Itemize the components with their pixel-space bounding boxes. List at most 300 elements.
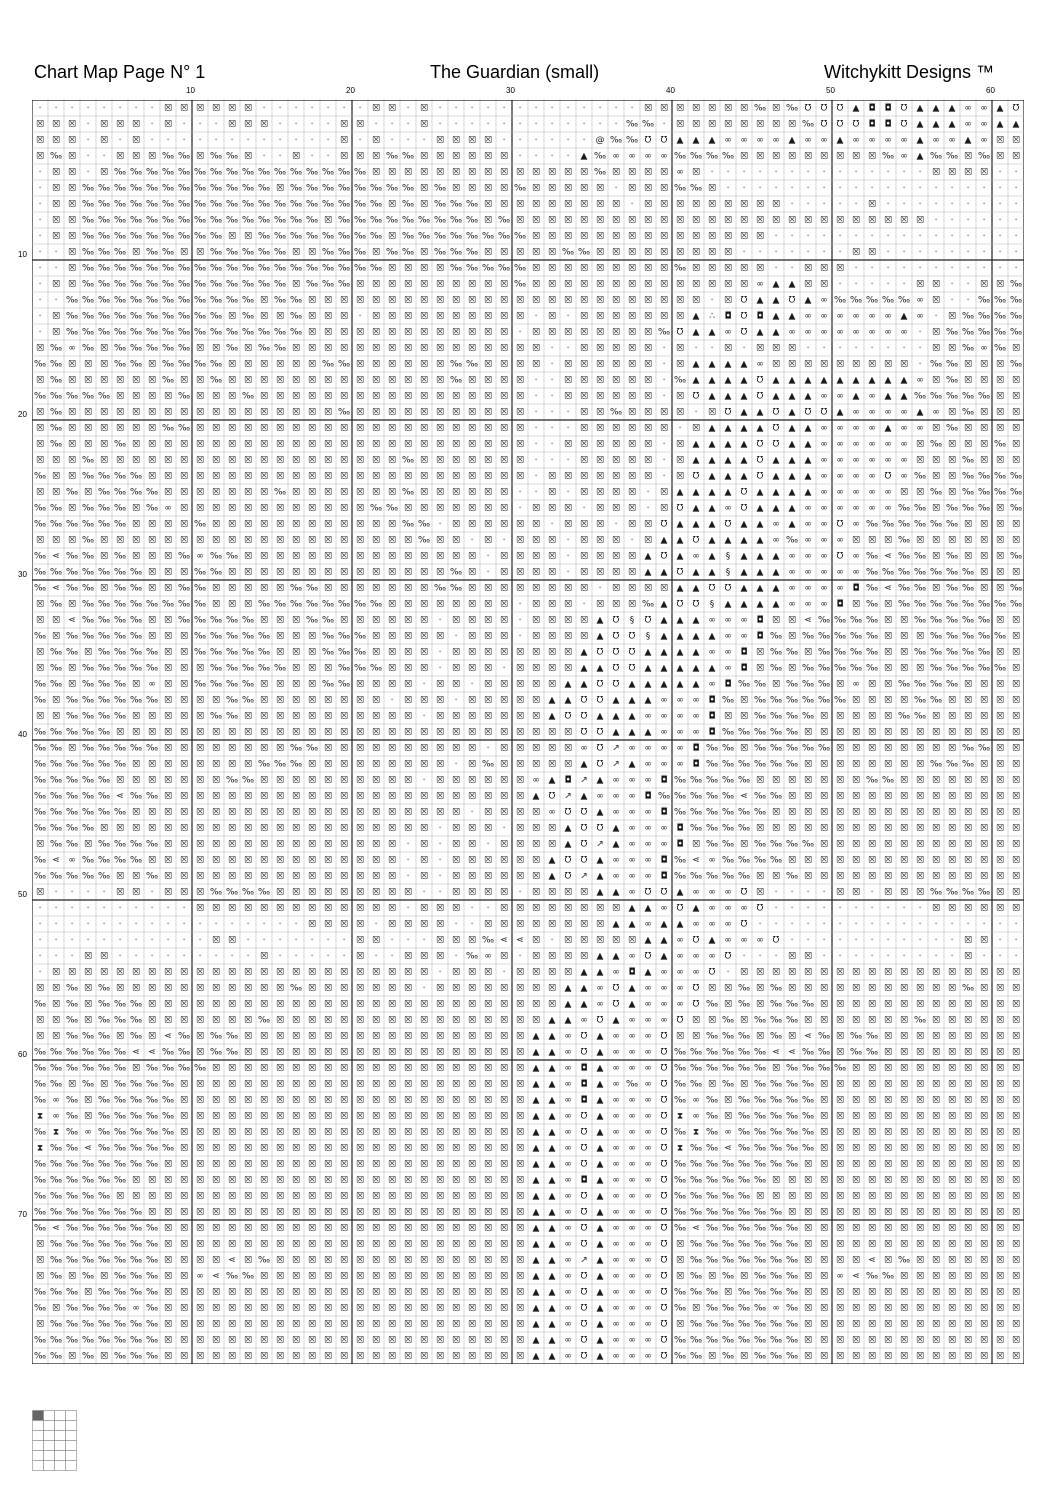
stitch-symbol: ☒	[339, 727, 349, 738]
stitch-symbol: ▲	[596, 1287, 604, 1298]
stitch-symbol: ☒	[467, 759, 477, 770]
stitch-symbol: ‰	[97, 1319, 111, 1330]
stitch-symbol: ‰	[737, 1111, 751, 1122]
stitch-symbol: ☒	[259, 743, 269, 754]
stitch-symbol: ‰	[769, 1015, 783, 1026]
stitch-symbol: ☒	[67, 135, 77, 146]
stitch-symbol: ☒	[403, 1047, 413, 1058]
stitch-symbol: ☒	[371, 727, 381, 738]
stitch-symbol: ·	[998, 167, 1002, 178]
stitch-symbol: ▲	[708, 391, 716, 402]
stitch-symbol: ☒	[531, 871, 541, 882]
stitch-symbol: ·	[630, 199, 634, 210]
stitch-symbol: ▲	[676, 519, 684, 530]
stitch-symbol: ▲	[548, 1047, 556, 1058]
stitch-symbol: ▲	[580, 999, 588, 1010]
stitch-symbol: ☒	[899, 1111, 909, 1122]
stitch-symbol: ▲	[580, 967, 588, 978]
stitch-symbol: ☒	[387, 887, 397, 898]
stitch-symbol: ℧	[564, 807, 572, 818]
stitch-symbol: ☒	[931, 1287, 941, 1298]
stitch-symbol: ☒	[835, 711, 845, 722]
stitch-symbol: ·	[38, 967, 42, 978]
stitch-symbol: ☒	[467, 327, 477, 338]
stitch-symbol: ☒	[691, 279, 701, 290]
stitch-symbol: ☒	[1011, 1287, 1021, 1298]
stitch-symbol: ☒	[419, 487, 429, 498]
stitch-symbol: ·	[454, 919, 458, 930]
stitch-symbol: ·	[390, 119, 394, 130]
stitch-symbol: ☒	[179, 1335, 189, 1346]
stitch-symbol: ☒	[995, 1335, 1005, 1346]
stitch-symbol: ·	[262, 151, 266, 162]
stitch-symbol: ☒	[435, 631, 445, 642]
row-labels	[0, 100, 30, 1370]
stitch-symbol: ∞	[708, 919, 716, 930]
stitch-symbol: ☒	[435, 279, 445, 290]
stitch-symbol: ☒	[867, 1287, 877, 1298]
stitch-symbol: ☒	[979, 583, 989, 594]
stitch-symbol: ☒	[403, 1143, 413, 1154]
stitch-symbol: ‰	[49, 1351, 63, 1362]
stitch-symbol: ☒	[483, 983, 493, 994]
stitch-symbol: ☒	[323, 1111, 333, 1122]
stitch-symbol: ☒	[659, 231, 669, 242]
stitch-symbol: ☒	[323, 455, 333, 466]
stitch-symbol: ▲	[788, 471, 796, 482]
stitch-symbol: ‰	[177, 551, 191, 562]
stitch-symbol: ☒	[323, 1239, 333, 1250]
stitch-symbol: ☒	[323, 407, 333, 418]
stitch-symbol: ∞	[628, 1015, 636, 1026]
stitch-symbol: ☒	[1011, 727, 1021, 738]
stitch-symbol: ·	[870, 183, 874, 194]
stitch-symbol: ☒	[883, 1143, 893, 1154]
stitch-symbol: ☒	[483, 1031, 493, 1042]
stitch-symbol: ☒	[947, 855, 957, 866]
stitch-symbol: ‰	[49, 759, 63, 770]
stitch-symbol: ☒	[467, 391, 477, 402]
stitch-symbol: ☒	[163, 487, 173, 498]
stitch-symbol: ☒	[643, 231, 653, 242]
stitch-symbol: ☒	[531, 919, 541, 930]
stitch-symbol: ·	[934, 215, 938, 226]
stitch-symbol: ‰	[209, 711, 223, 722]
stitch-symbol: ☒	[979, 807, 989, 818]
stitch-symbol: ‰	[209, 263, 223, 274]
stitch-symbol: ∞	[564, 1079, 572, 1090]
stitch-symbol: ☒	[195, 967, 205, 978]
stitch-symbol: ☒	[531, 903, 541, 914]
stitch-symbol: ‰	[929, 663, 943, 674]
stitch-symbol: ☒	[499, 1095, 509, 1106]
stitch-symbol: ℧	[836, 551, 844, 562]
stitch-symbol: ☒	[931, 823, 941, 834]
stitch-symbol: ☒	[163, 775, 173, 786]
stitch-symbol: ☒	[851, 247, 861, 258]
stitch-symbol: ☒	[771, 199, 781, 210]
stitch-symbol: ∞	[836, 503, 844, 514]
stitch-symbol: ☒	[915, 823, 925, 834]
stitch-symbol: ☒	[99, 407, 109, 418]
stitch-symbol: ⋖	[164, 1031, 172, 1042]
stitch-symbol: ☒	[451, 1079, 461, 1090]
stitch-symbol: ☒	[211, 983, 221, 994]
stitch-symbol: ‰	[337, 247, 351, 258]
stitch-symbol: ·	[566, 535, 570, 546]
stitch-symbol: ☒	[99, 823, 109, 834]
stitch-symbol: ∞	[644, 919, 652, 930]
stitch-symbol: ☒	[291, 1191, 301, 1202]
stitch-symbol: ▲	[548, 1303, 556, 1314]
stitch-symbol: ∞	[628, 951, 636, 962]
stitch-symbol: ‰	[929, 391, 943, 402]
stitch-symbol: ∞	[740, 135, 748, 146]
stitch-symbol: ▲	[564, 999, 572, 1010]
stitch-symbol: ‰	[737, 775, 751, 786]
stitch-symbol: ☒	[275, 1191, 285, 1202]
stitch-symbol: ☒	[499, 439, 509, 450]
stitch-symbol: ‰	[129, 1111, 143, 1122]
stitch-symbol: ‰	[737, 983, 751, 994]
stitch-symbol: ‰	[705, 1175, 719, 1186]
stitch-symbol: ‰	[961, 567, 975, 578]
stitch-symbol: ☒	[83, 375, 93, 386]
stitch-symbol: ‰	[177, 151, 191, 162]
stitch-symbol: ☒	[851, 807, 861, 818]
stitch-symbol: ·	[534, 423, 538, 434]
stitch-symbol: ‰	[65, 1143, 79, 1154]
stitch-symbol: ☒	[435, 775, 445, 786]
stitch-symbol: ‰	[705, 775, 719, 786]
stitch-symbol: ‰	[241, 775, 255, 786]
stitch-symbol: ∞	[836, 439, 844, 450]
stitch-symbol: ∞	[612, 151, 620, 162]
stitch-symbol: ☒	[323, 1255, 333, 1266]
stitch-symbol: ☒	[195, 807, 205, 818]
stitch-symbol: ℧	[1012, 103, 1020, 114]
stitch-symbol: ☒	[99, 967, 109, 978]
stitch-symbol: ∞	[628, 1191, 636, 1202]
stitch-symbol: ☒	[451, 1159, 461, 1170]
stitch-symbol: ☒	[451, 983, 461, 994]
stitch-symbol: ☒	[51, 999, 61, 1010]
stitch-symbol: ☒	[851, 1191, 861, 1202]
stitch-symbol: ‰	[801, 695, 815, 706]
stitch-symbol: ☒	[947, 343, 957, 354]
stitch-symbol: ∞	[900, 407, 908, 418]
stitch-symbol: ☒	[99, 119, 109, 130]
stitch-symbol: ‰	[273, 327, 287, 338]
stitch-symbol: ‰	[241, 679, 255, 690]
stitch-symbol: ☒	[467, 791, 477, 802]
stitch-symbol: ‰	[769, 855, 783, 866]
stitch-symbol: ☒	[643, 343, 653, 354]
stitch-symbol: ·	[582, 503, 586, 514]
stitch-symbol: ☒	[819, 1319, 829, 1330]
stitch-symbol: ∞	[564, 1095, 572, 1106]
stitch-symbol: ☒	[307, 471, 317, 482]
stitch-symbol: ☒	[403, 1287, 413, 1298]
stitch-symbol: ‰	[273, 599, 287, 610]
stitch-symbol: ☒	[467, 775, 477, 786]
stitch-symbol: ☒	[899, 663, 909, 674]
stitch-symbol: ☒	[915, 487, 925, 498]
stitch-symbol: ☒	[355, 855, 365, 866]
stitch-symbol: ☒	[723, 343, 733, 354]
stitch-symbol: ☒	[467, 695, 477, 706]
stitch-symbol: ‰	[465, 247, 479, 258]
stitch-symbol: ▲	[724, 535, 732, 546]
stitch-symbol: ‰	[145, 1303, 159, 1314]
stitch-symbol: ∞	[836, 567, 844, 578]
stitch-symbol: ☒	[483, 599, 493, 610]
stitch-symbol: ☒	[883, 1127, 893, 1138]
stitch-symbol: ‰	[737, 759, 751, 770]
stitch-symbol: ☒	[163, 615, 173, 626]
stitch-symbol: ☒	[995, 839, 1005, 850]
stitch-symbol: ▲	[900, 375, 908, 386]
stitch-symbol: ∞	[868, 135, 876, 146]
stitch-symbol: ☒	[995, 1223, 1005, 1234]
stitch-symbol: ∞	[692, 919, 700, 930]
stitch-symbol: ☒	[483, 1111, 493, 1122]
stitch-symbol: ∞	[628, 1207, 636, 1218]
stitch-symbol: ▲	[532, 1287, 540, 1298]
stitch-symbol: ‰	[113, 1063, 127, 1074]
stitch-symbol: ‰	[81, 311, 95, 322]
stitch-symbol: ☒	[995, 1095, 1005, 1106]
stitch-symbol: ☒	[755, 871, 765, 882]
stitch-symbol: ☒	[291, 151, 301, 162]
stitch-symbol: ☒	[371, 1079, 381, 1090]
stitch-symbol: ☒	[307, 1015, 317, 1026]
stitch-symbol: ☒	[243, 119, 253, 130]
stitch-symbol: ∞	[628, 871, 636, 882]
stitch-symbol: ☒	[963, 1079, 973, 1090]
stitch-symbol: ·	[518, 503, 522, 514]
stitch-symbol: ∞	[676, 759, 684, 770]
stitch-symbol: ‰	[369, 663, 383, 674]
stitch-symbol: ☒	[723, 231, 733, 242]
stitch-symbol: ·	[486, 839, 490, 850]
stitch-symbol: ·	[902, 935, 906, 946]
stitch-symbol: ‰	[689, 1239, 703, 1250]
stitch-symbol: ‰	[65, 1255, 79, 1266]
stitch-symbol: ‰	[209, 647, 223, 658]
stitch-symbol: ∞	[676, 951, 684, 962]
stitch-symbol: ☒	[1011, 839, 1021, 850]
stitch-symbol: ‰	[65, 1127, 79, 1138]
stitch-symbol: ☒	[835, 1207, 845, 1218]
stitch-symbol: ☒	[307, 791, 317, 802]
stitch-symbol: ∞	[852, 519, 860, 530]
stitch-symbol: ‰	[689, 1335, 703, 1346]
stitch-symbol: ‰	[97, 1127, 111, 1138]
stitch-symbol: ∞	[788, 583, 796, 594]
stitch-symbol: ☒	[851, 1175, 861, 1186]
stitch-symbol: ☒	[995, 983, 1005, 994]
stitch-symbol: ☒	[739, 711, 749, 722]
stitch-symbol: ℧	[836, 103, 844, 114]
stitch-symbol: ☒	[563, 583, 573, 594]
stitch-symbol: ▲	[708, 631, 716, 642]
stitch-symbol: ☒	[963, 1191, 973, 1202]
stitch-symbol: ·	[822, 887, 826, 898]
stitch-symbol: ·	[822, 919, 826, 930]
stitch-symbol: ℧	[612, 663, 620, 674]
stitch-symbol: ☒	[771, 151, 781, 162]
stitch-symbol: ☒	[275, 823, 285, 834]
stitch-symbol: ☒	[243, 567, 253, 578]
stitch-symbol: ☒	[467, 1271, 477, 1282]
stitch-symbol: ‰	[961, 583, 975, 594]
stitch-symbol: ‰	[33, 1127, 47, 1138]
stitch-symbol: ‰	[129, 599, 143, 610]
stitch-symbol: ∞	[836, 311, 844, 322]
stitch-symbol: ◘	[660, 775, 668, 786]
stitch-symbol: ☒	[755, 983, 765, 994]
stitch-symbol: ∞	[596, 999, 604, 1010]
stitch-symbol: ↗	[580, 1255, 588, 1266]
stitch-symbol: ‰	[113, 1271, 127, 1282]
stitch-symbol: ☒	[227, 1223, 237, 1234]
stitch-symbol: ☒	[259, 551, 269, 562]
stitch-symbol: ☒	[67, 535, 77, 546]
stitch-symbol: ·	[838, 951, 842, 962]
stitch-symbol: ‰	[769, 631, 783, 642]
stitch-symbol: ∞	[68, 855, 76, 866]
stitch-symbol: ·	[902, 951, 906, 962]
stitch-symbol: ℧	[660, 1303, 668, 1314]
stitch-symbol: ‰	[65, 1223, 79, 1234]
stitch-symbol: ☒	[307, 327, 317, 338]
stitch-symbol: ☒	[307, 247, 317, 258]
stitch-symbol: ▲	[660, 631, 668, 642]
stitch-symbol: ☒	[595, 567, 605, 578]
stitch-symbol: ☒	[307, 1143, 317, 1154]
stitch-symbol: ☒	[419, 1095, 429, 1106]
stitch-symbol: ‰	[225, 631, 239, 642]
stitch-symbol: ▲	[596, 1047, 604, 1058]
stitch-symbol: ☒	[307, 359, 317, 370]
stitch-symbol: ∞	[628, 1095, 636, 1106]
stitch-symbol: ‰	[33, 583, 47, 594]
stitch-symbol: ‰	[129, 855, 143, 866]
stitch-symbol: ☒	[419, 599, 429, 610]
stitch-symbol: ▲	[596, 1239, 604, 1250]
stitch-symbol: ·	[150, 887, 154, 898]
stitch-chart-grid[interactable]	[32, 100, 1024, 1364]
stitch-symbol: ☒	[963, 855, 973, 866]
stitch-symbol: ‰	[337, 679, 351, 690]
stitch-symbol: ‰	[33, 679, 47, 690]
stitch-symbol: ‰	[865, 567, 879, 578]
stitch-symbol: ☒	[355, 295, 365, 306]
stitch-symbol: ☒	[323, 567, 333, 578]
stitch-symbol: ☒	[339, 1207, 349, 1218]
stitch-symbol: ☒	[483, 855, 493, 866]
stitch-symbol: ∞	[676, 999, 684, 1010]
stitch-symbol: ·	[166, 903, 170, 914]
stitch-symbol: ☒	[499, 519, 509, 530]
stitch-symbol: ℧	[644, 951, 652, 962]
stitch-symbol: ☒	[323, 983, 333, 994]
stitch-symbol: ☒	[275, 743, 285, 754]
stitch-symbol: ☒	[691, 295, 701, 306]
stitch-symbol: ☒	[979, 823, 989, 834]
stitch-symbol: ▲	[532, 1255, 540, 1266]
stitch-symbol: ‰	[673, 1303, 687, 1314]
stitch-symbol: ☒	[131, 679, 141, 690]
stitch-symbol: ‰	[129, 1143, 143, 1154]
stitch-symbol: ∞	[740, 935, 748, 946]
stitch-symbol: ☒	[451, 855, 461, 866]
stitch-symbol: ∞	[884, 407, 892, 418]
stitch-symbol: ℧	[660, 1287, 668, 1298]
stitch-symbol: ☒	[307, 1111, 317, 1122]
stitch-symbol: ☒	[387, 1111, 397, 1122]
stitch-symbol: ☒	[163, 1207, 173, 1218]
stitch-symbol: ℧	[548, 791, 556, 802]
stitch-symbol: ▲	[628, 919, 636, 930]
stitch-symbol: ∞	[564, 1223, 572, 1234]
stitch-symbol: ‰	[49, 1255, 63, 1266]
stitch-symbol: ℧	[612, 679, 620, 690]
stitch-symbol: ☒	[499, 199, 509, 210]
stitch-symbol: ☒	[51, 471, 61, 482]
stitch-symbol: ☒	[195, 1111, 205, 1122]
stitch-symbol: ‰	[49, 1063, 63, 1074]
stitch-symbol: ☒	[963, 1223, 973, 1234]
stitch-symbol: ‰	[945, 359, 959, 370]
stitch-symbol: ‰	[721, 839, 735, 850]
stitch-symbol: ☒	[483, 183, 493, 194]
stitch-symbol: ☒	[451, 519, 461, 530]
stitch-symbol: ·	[1014, 199, 1018, 210]
stitch-symbol: ☒	[387, 1335, 397, 1346]
stitch-symbol: ☒	[819, 1335, 829, 1346]
stitch-symbol: ☒	[323, 1095, 333, 1106]
stitch-symbol: ☒	[227, 535, 237, 546]
stitch-symbol: ☒	[243, 1335, 253, 1346]
stitch-symbol: ☒	[275, 519, 285, 530]
stitch-symbol: ☒	[675, 1255, 685, 1266]
stitch-symbol: ‰	[145, 871, 159, 882]
stitch-symbol: ☒	[579, 535, 589, 546]
stitch-symbol: ‰	[97, 503, 111, 514]
stitch-symbol: ‰	[737, 1287, 751, 1298]
stitch-symbol: ☒	[867, 983, 877, 994]
stitch-symbol: ☒	[563, 359, 573, 370]
stitch-symbol: ☒	[243, 407, 253, 418]
stitch-symbol: ☒	[627, 231, 637, 242]
stitch-symbol: ∞	[564, 1031, 572, 1042]
stitch-symbol: ☒	[947, 167, 957, 178]
stitch-symbol: ·	[438, 519, 442, 530]
stitch-symbol: ∞	[612, 1079, 620, 1090]
stitch-symbol: ☒	[643, 263, 653, 274]
stitch-symbol: ☒	[275, 583, 285, 594]
stitch-symbol: ☒	[739, 103, 749, 114]
stitch-symbol: ☒	[259, 903, 269, 914]
stitch-symbol: ☒	[259, 695, 269, 706]
stitch-symbol: ☒	[931, 1207, 941, 1218]
stitch-symbol: ☒	[387, 583, 397, 594]
stitch-symbol: ☒	[51, 279, 61, 290]
stitch-symbol: ‰	[753, 1111, 767, 1122]
stitch-symbol: ‰	[129, 327, 143, 338]
